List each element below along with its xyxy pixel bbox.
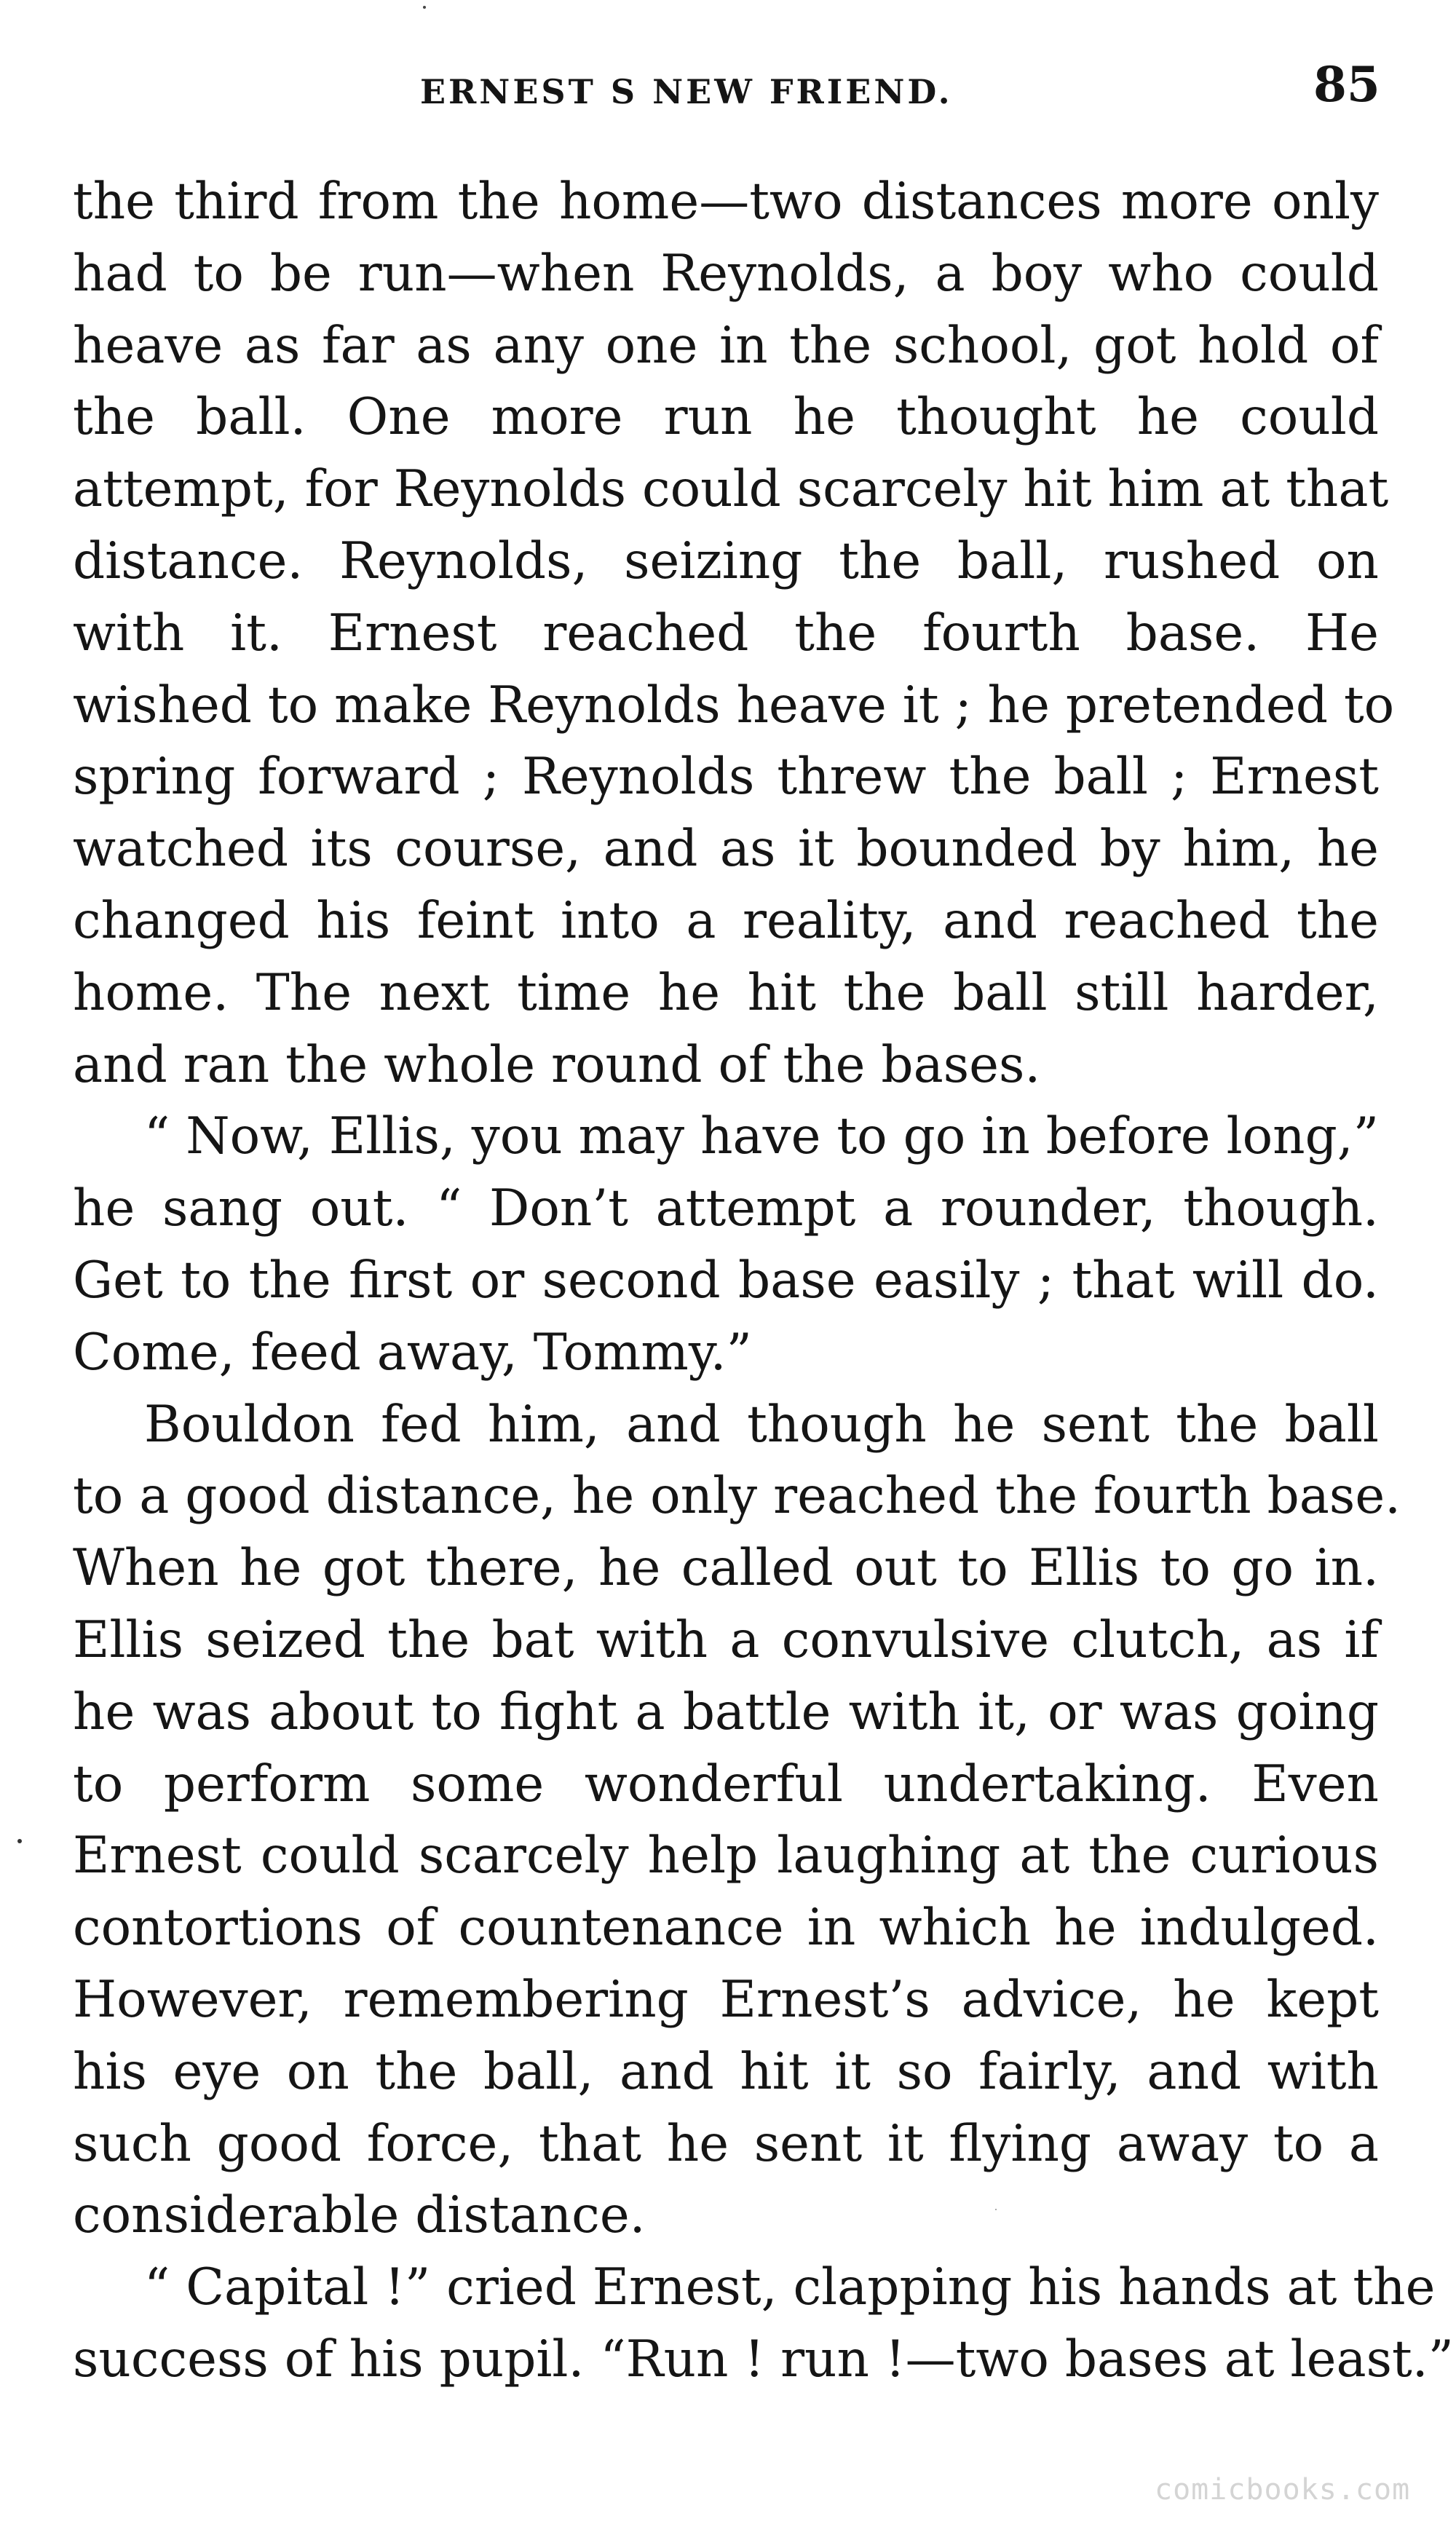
text-line: “ Now, Ellis, you may have to go in before long,”	[144, 1107, 1379, 1166]
text-line: When he got there, he called out to Ellis to go in.	[73, 1539, 1379, 1598]
text-line: considerable distance.	[73, 2186, 646, 2245]
text-line: with it. Ernest reached the fourth base. He	[73, 604, 1379, 662]
text-line: the third from the home—two distances more only	[73, 173, 1379, 231]
text-line: and ran the whole round of the bases.	[73, 1035, 1041, 1094]
text-line: watched its course, and as it bounded by him, he	[73, 820, 1379, 879]
text-line: had to be run—when Reynolds, a boy who could	[73, 244, 1379, 303]
text-line: changed his feint into a reality, and reached the	[73, 891, 1379, 950]
text-line: “ Capital !” cried Ernest, clapping his hands at the	[144, 2258, 1436, 2317]
text-speck	[995, 2209, 997, 2210]
text-line: to perform some wonderful undertaking. Even	[73, 1754, 1379, 1813]
text-line: the ball. One more run he thought he could	[73, 388, 1379, 447]
text-line: Come, feed away, Tommy.”	[73, 1323, 752, 1382]
text-line: heave as far as any one in the school, got hold of	[73, 316, 1379, 375]
text-line: wished to make Reynolds heave it ; he pretended to	[73, 676, 1395, 735]
text-line: distance. Reynolds, seizing the ball, rushed on	[73, 531, 1379, 590]
text-line: home. The next time he hit the ball still harder,	[73, 963, 1379, 1022]
text-line: to a good distance, he only reached the fourth base.	[73, 1467, 1401, 1526]
text-line: spring forward ; Reynolds threw the ball ; Ernest	[73, 748, 1379, 807]
running-head-title: ERNEST S NEW FRIEND.	[420, 72, 953, 111]
text-line: Ellis seized the bat with a convulsive clutch, as if	[73, 1610, 1379, 1669]
body-text	[73, 166, 1454, 2396]
text-line: However, remembering Ernest’s advice, he kept	[73, 1970, 1379, 2029]
text-line: attempt, for Reynolds could scarcely hit him at that	[73, 460, 1389, 519]
watermark: comicbooks.com	[1155, 2473, 1411, 2507]
text-line: contortions of countenance in which he indulged.	[73, 1899, 1379, 1958]
text-line: he was about to fight a battle with it, or was going	[73, 1682, 1379, 1741]
text-line: success of his pupil. “Run ! run !—two bases at least.”	[73, 2330, 1454, 2389]
text-line: such good force, that he sent it flying away to a	[73, 2114, 1379, 2173]
margin-speck	[17, 1839, 22, 1843]
print-speck	[423, 6, 426, 9]
text-line: Bouldon fed him, and though he sent the ball	[144, 1395, 1379, 1454]
text-line: Get to the first or second base easily ; that will do.	[73, 1251, 1379, 1310]
running-head	[0, 56, 1456, 125]
text-line: Ernest could scarcely help laughing at the curious	[73, 1827, 1379, 1886]
page-number: 85	[1313, 56, 1380, 113]
text-line: his eye on the ball, and hit it so fairly, and with	[73, 2042, 1379, 2101]
text-line: he sang out. “ Don’t attempt a rounder, though.	[73, 1179, 1379, 1238]
